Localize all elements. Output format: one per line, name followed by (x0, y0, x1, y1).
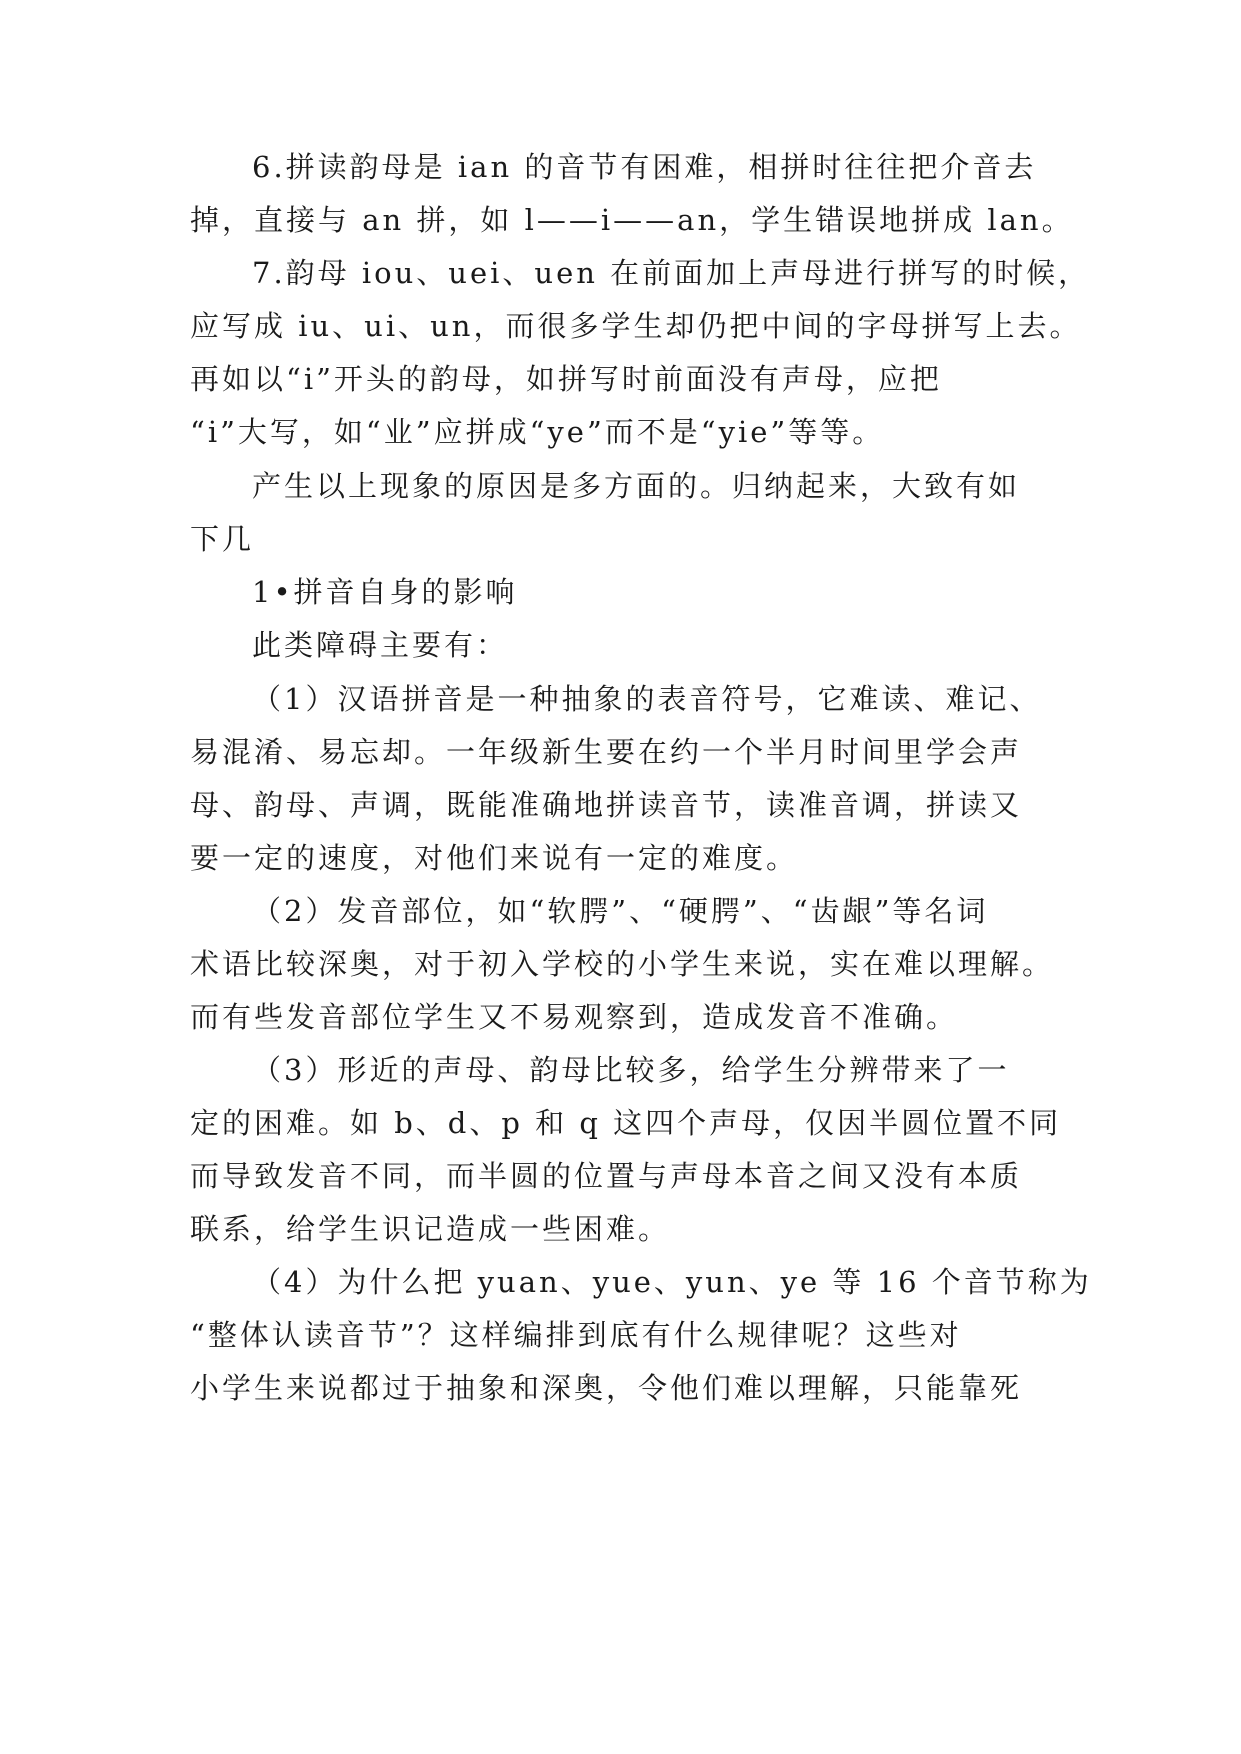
item-3-line-2: 定的困难。如 b、d、p 和 q 这四个声母，仅因半圆位置不同 (190, 1106, 1062, 1140)
item-2-line-1: （2）发音部位，如“软腭”、“硬腭”、“齿龈”等名词 (252, 894, 989, 928)
item-4-line-2: “整体认读音节”？这样编排到底有什么规律呢？这些对 (190, 1318, 962, 1352)
paragraph-7-line-2: 应写成 iu、ui、un，而很多学生却仍把中间的字母拼写上去。 (190, 309, 1082, 343)
item-3-line-4: 联系，给学生识记造成一些困难。 (190, 1212, 671, 1246)
cause-paragraph-line-1: 产生以上现象的原因是多方面的。归纳起来，大致有如 (252, 469, 1021, 503)
intro-line: 此类障碍主要有： (252, 628, 509, 662)
paragraph-7-line-1: 7.韵母 iou、uei、uen 在前面加上声母进行拼写的时候， (252, 256, 1091, 290)
section-heading: 1•拼音自身的影响 (252, 575, 518, 609)
item-4-line-1: （4）为什么把 yuan、yue、yun、ye 等 16 个音节称为 (252, 1265, 1092, 1299)
item-1-line-4: 要一定的速度，对他们来说有一定的难度。 (190, 841, 799, 875)
item-1-line-2: 易混淆、易忘却。一年级新生要在约一个半月时间里学会声 (190, 735, 1023, 769)
item-4-line-3: 小学生来说都过于抽象和深奥，令他们难以理解，只能靠死 (190, 1371, 1023, 1405)
item-3-line-1: （3）形近的声母、韵母比较多，给学生分辨带来了一 (252, 1053, 1010, 1087)
item-2-line-2: 术语比较深奥，对于初入学校的小学生来说，实在难以理解。 (190, 947, 1055, 981)
paragraph-6-line-1: 6.拼读韵母是 ian 的音节有困难，相拼时往往把介音去 (252, 150, 1037, 184)
item-1-line-1: （1）汉语拼音是一种抽象的表音符号，它难读、难记、 (252, 682, 1042, 716)
paragraph-7-line-3: 再如以“i”开头的韵母，如拼写时前面没有声母，应把 (190, 362, 942, 396)
item-2-line-3: 而有些发音部位学生又不易观察到，造成发音不准确。 (190, 1000, 959, 1034)
paragraph-7-line-4: “i”大写，如“业”应拼成“ye”而不是“yie”等等。 (190, 415, 885, 449)
item-3-line-3: 而导致发音不同，而半圆的位置与声母本音之间又没有本质 (190, 1159, 1023, 1193)
cause-paragraph-line-2: 下几 (190, 522, 255, 556)
item-1-line-3: 母、韵母、声调，既能准确地拼读音节，读准音调，拼读又 (190, 788, 1023, 822)
paragraph-6-line-2: 掉，直接与 an 拼，如 l——i——an，学生错误地拼成 lan。 (190, 203, 1074, 237)
